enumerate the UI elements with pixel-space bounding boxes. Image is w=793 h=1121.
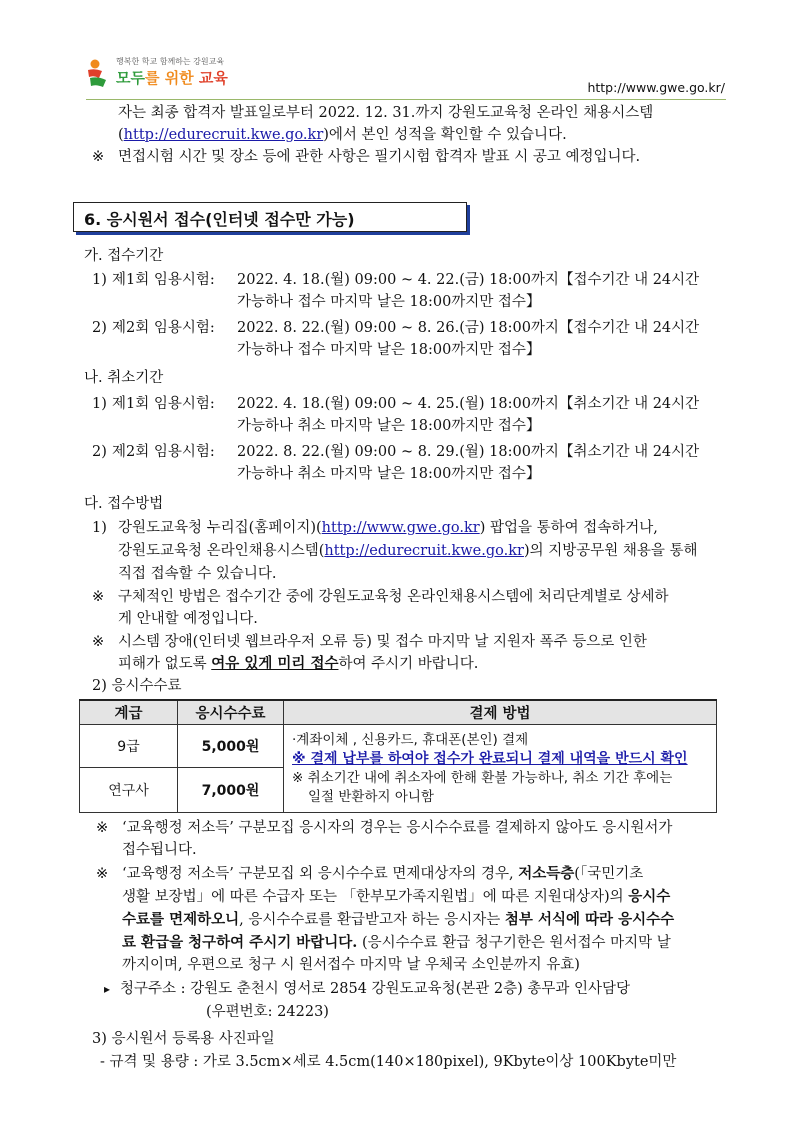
brand-part-2: 를 위한 bbox=[144, 69, 199, 87]
photo-heading: 3) 응시원서 등록용 사진파일 bbox=[92, 1031, 275, 1047]
early-apply-emphasis: 여유 있게 미리 접수 bbox=[211, 655, 339, 672]
payment-warning: ※ 결제 납부를 하여야 접수가 완료되니 결제 내역을 반드시 확인 bbox=[292, 750, 688, 767]
da-note-4-line-2: 생활 보장법」에 따른 수급자 또는 「한부모가족지원법」에 따른 지원대상자)의 응시수 bbox=[122, 888, 671, 905]
ga-item-1-line-2: 가능하나 접수 마지막 날은 18:00까지만 접수】 bbox=[237, 294, 541, 310]
payment-method-cell bbox=[284, 725, 717, 813]
da-method-line-1: 강원도교육청 누리집(홈페이지)(http://www.gwe.go.kr) 팝업을 통하여 접속하거나, bbox=[118, 520, 658, 536]
na-item-2-line-1: 2022. 8. 22.(월) 09:00 ~ 8. 29.(월) 18:00까지【취소기간 내 24시간 bbox=[237, 444, 700, 460]
da-note-4-mark: ※ bbox=[96, 866, 109, 882]
na-item-2-line-2: 가능하나 취소 마지막 날은 18:00까지만 접수】 bbox=[237, 466, 541, 482]
edurecruit-link-2[interactable]: http://edurecruit.kwe.go.kr bbox=[324, 543, 524, 559]
ga-item-2-num: 2) bbox=[92, 320, 107, 336]
ga-heading: 가. 접수기간 bbox=[84, 248, 164, 264]
brand-part-1: 모두 bbox=[116, 69, 145, 87]
address-line-1: 청구주소 : 강원도 춘천시 영서로 2854 강원도교육청(본관 2층) 총무과 인사담당 bbox=[120, 981, 631, 997]
fee-table bbox=[79, 699, 717, 813]
address-marker-icon: ▸ bbox=[104, 982, 111, 996]
intro-note-mark: ※ bbox=[92, 149, 105, 165]
na-item-2-label: 제2회 임용시험: bbox=[112, 444, 215, 460]
na-item-1-line-1: 2022. 4. 18.(월) 09:00 ~ 4. 25.(월) 18:00까지【취소기간 내 24시간 bbox=[237, 396, 700, 412]
da-note-2-line-2: 피해가 없도록 여유 있게 미리 접수하여 주시기 바랍니다. bbox=[118, 655, 479, 672]
ga-item-2-line-2: 가능하나 접수 마지막 날은 18:00까지만 접수】 bbox=[237, 342, 541, 358]
gwe-homepage-link[interactable]: http://www.gwe.go.kr bbox=[321, 520, 480, 536]
brand-part-3: 교육 bbox=[198, 69, 228, 87]
da-note-4-line-5: 까지이며, 우편으로 청구 시 원서접수 마지막 날 우체국 소인분까지 유효) bbox=[122, 957, 580, 973]
header-divider bbox=[86, 99, 726, 100]
da-note-1-line-2: 게 안내할 예정입니다. bbox=[118, 611, 258, 627]
ga-item-1-line-1: 2022. 4. 18.(월) 09:00 ~ 4. 22.(금) 18:00까지【접수기간 내 24시간 bbox=[237, 272, 700, 288]
header-brand bbox=[116, 67, 228, 88]
da-heading: 다. 접수방법 bbox=[84, 496, 164, 512]
fee-table-header-fee: 응시수수료 bbox=[178, 700, 284, 725]
fee-table-header bbox=[80, 700, 717, 725]
photo-spec: - 규격 및 용량 : 가로 3.5cm×세로 4.5cm(140×180pixel), 9Kbyte이상 100Kbyte미만 bbox=[100, 1054, 677, 1070]
da-note-4-line-1: ‘교육행정 저소득’ 구분모집 외 응시수수료 면제대상자의 경우, 저소득층(「국민기초 bbox=[122, 865, 644, 882]
da-method-line-3: 직접 접속할 수 있습니다. bbox=[118, 566, 277, 582]
da-note-1-mark: ※ bbox=[92, 589, 105, 605]
gwe-logo-icon bbox=[86, 58, 112, 88]
da-note-3-line-2: 접수됩니다. bbox=[122, 842, 197, 858]
ga-item-2-line-1: 2022. 8. 22.(월) 09:00 ~ 8. 26.(금) 18:00까지【접수기간 내 24시간 bbox=[237, 320, 700, 336]
da-note-4-line-3: 수료를 면제하오니, 응시수수료를 환급받고자 하는 응시자는 첨부 서식에 따라 응시수수 bbox=[122, 911, 675, 928]
grade-cell: 연구사 bbox=[80, 768, 178, 813]
payment-methods: ·계좌이체 , 신용카드, 휴대폰(본인) 결제 bbox=[292, 731, 529, 748]
da-note-2-mark: ※ bbox=[92, 634, 105, 650]
na-heading: 나. 취소기간 bbox=[84, 370, 164, 386]
na-item-1-label: 제1회 임용시험: bbox=[112, 396, 215, 412]
intro-line-2: (http://edurecruit.kwe.go.kr)에서 본인 성적을 확인할 수 있습니다. bbox=[118, 127, 567, 143]
header-tagline: 행복한 학교 함께하는 강원교육 bbox=[116, 57, 225, 66]
fee-cell: 5,000원 bbox=[178, 725, 284, 768]
table-row bbox=[80, 725, 717, 768]
da-note-3-mark: ※ bbox=[96, 820, 109, 836]
intro-note: 면접시험 시간 및 장소 등에 관한 사항은 필기시험 합격자 발표 시 공고 예정입니다. bbox=[118, 149, 641, 165]
da-note-3-line-1: ‘교육행정 저소득’ 구분모집 응시자의 경우는 응시수수료를 결제하지 않아도 응시원서가 bbox=[122, 820, 673, 836]
ga-item-1-label: 제1회 임용시험: bbox=[112, 272, 215, 288]
fee-heading: 2) 응시수수료 bbox=[92, 678, 182, 694]
section-title: 6. 응시원서 접수(인터넷 접수만 가능) bbox=[84, 210, 355, 229]
ga-item-2-label: 제2회 임용시험: bbox=[112, 320, 215, 336]
grade-cell: 9급 bbox=[80, 725, 178, 768]
edurecruit-link[interactable]: http://edurecruit.kwe.go.kr bbox=[123, 127, 324, 143]
fee-cell: 7,000원 bbox=[178, 768, 284, 813]
ga-item-1-num: 1) bbox=[92, 272, 107, 288]
header-url[interactable]: http://www.gwe.go.kr/ bbox=[587, 80, 725, 95]
intro-line-1: 자는 최종 합격자 발표일로부터 2022. 12. 31.까지 강원도교육청 온라인 채용시스템 bbox=[118, 105, 654, 121]
da-note-1-line-1: 구체적인 방법은 접수기간 중에 강원도교육청 온라인채용시스템에 처리단계별로 상세하 bbox=[118, 589, 669, 605]
da-method-line-2: 강원도교육청 온라인채용시스템(http://edurecruit.kwe.go.kr)의 지방공무원 채용을 통해 bbox=[118, 543, 698, 559]
refund-note-line-1: ※ 취소기간 내에 취소자에 한해 환불 가능하나, 취소 기간 후에는 bbox=[292, 769, 673, 786]
fee-table-header-grade: 계급 bbox=[80, 700, 178, 725]
da-method-num: 1) bbox=[92, 520, 107, 536]
na-item-1-num: 1) bbox=[92, 396, 107, 412]
na-item-2-num: 2) bbox=[92, 444, 107, 460]
address-line-2: (우편번호: 24223) bbox=[206, 1004, 329, 1020]
da-note-4-line-4: 료 환급을 청구하여 주시기 바랍니다. (응시수수료 환급 청구기한은 원서접수 마지막 날 bbox=[122, 934, 671, 951]
refund-note-line-2: 일절 반환하지 아니함 bbox=[308, 788, 434, 805]
da-note-2-line-1: 시스템 장애(인터넷 웹브라우저 오류 등) 및 접수 마지막 날 지원자 폭주 등으로 인한 bbox=[118, 634, 647, 650]
fee-table-header-payment: 결제 방법 bbox=[284, 700, 717, 725]
na-item-1-line-2: 가능하나 취소 마지막 날은 18:00까지만 접수】 bbox=[237, 418, 541, 434]
